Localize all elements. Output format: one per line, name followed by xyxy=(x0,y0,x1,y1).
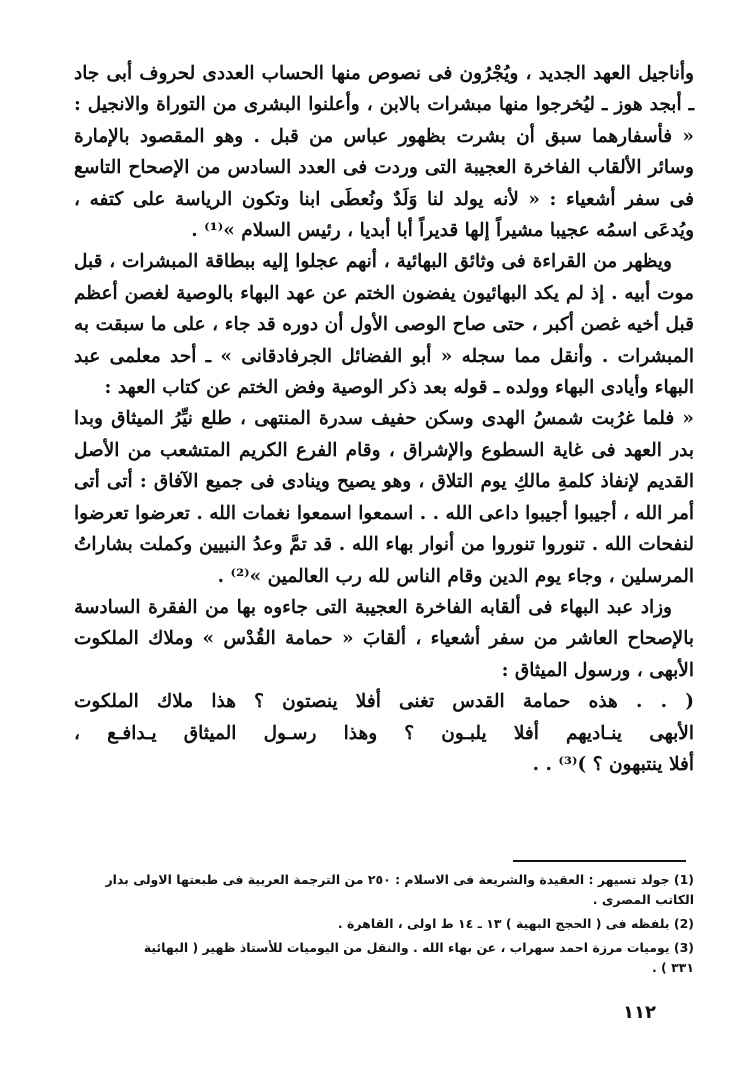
page-body xyxy=(74,58,694,780)
quote-line-2: الأبهى ينـاديهم أفلا يلبـون ؟ وهذا رسـول الميثاق يـدافـع ، xyxy=(74,722,694,744)
footnote-3-line-1: (3) يوميات مرزة احمد سهراب ، عن بهاء الله . والنقل من اليوميات للأستاذ ظهير ( البهائية xyxy=(143,940,694,955)
quote-line-3: أفلا ينتبهون ؟ )⁽³⁾ . . xyxy=(532,753,694,775)
footnote-2: (2) بلفظه فى ( الحجج البهية ) ١٣ ـ ١٤ ط اولى ، القاهرة . xyxy=(337,916,694,931)
paragraph-4: وزاد عبد البهاء فى ألقابه الفاخرة العجيبة التى جاءوه بها من الفقرة السادسة بالإصحاح العاشر من سفر أشعياء ، ألقابَ « حمامة القُدْس » وملاك الملكوت الأبهى ، ورسول الميثاق : xyxy=(74,596,694,681)
page-number: ١١٢ xyxy=(623,1002,656,1023)
footnote-1 xyxy=(74,870,694,910)
footnote-1-line-2: الكاتب المصرى . xyxy=(592,892,694,907)
paragraph-3-quote: « فلما غرُبت شمسُ الهدى وسكن حفيف سدرة المنتهى ، طلع نيِّرُ الميثاق وبدا بدر العهد فى غاية السطوع والإشراق ، وقام الفرع الكريم المتشعب من الأصل القديم لإنفاذ كلمةِ مالكِ يوم التلاق ، وهو يصيح وينادى فى جميع الآفاق : أتى أتى أمر الله ، أجيبوا أجيبوا داعى الله . . اسمعوا اسمعوا نغمات الله . تعرضوا تعرضوا لنفحات الله . تنوروا تنوروا من أنوار بهاء الله . قد تمَّ وعدُ النبيين وكملت بشاراتُ المرسلين ، وجاء يوم الدين وقام الناس لله رب العالمين »⁽²⁾ . xyxy=(74,408,694,587)
footnotes xyxy=(74,870,694,982)
footnote-separator xyxy=(513,860,686,862)
paragraph-1: وأناجيل العهد الجديد ، ويُجْرُون فى نصوص منها الحساب العددى لحروف أبى جاد ـ أبجد هوز ـ ليُخرجوا منها مبشرات بالابن ، وأعلنوا البشرى من التوراة والانجيل : « فأسفارهما سبق أن بشرت بظهور عباس من قبل . وهو المقصود بالإمارة وسائر الألقاب الفاخرة العجيبة التى وردت فى العدد السادس من الإصحاح التاسع فى سفر أشعياء : « لأنه يولد لنا وَلَدٌ ونُعطَى ابنا وتكون الرياسة على كتفه ، ويُدعَى اسمُه عجيبا مشيراً إلها قديراً أبا أبديا ، رئيس السلام »⁽¹⁾ . xyxy=(74,63,694,242)
block-quote xyxy=(74,686,694,780)
footnote-3-line-2: ٣٣١ ) . xyxy=(651,960,694,975)
paragraph-2: ويظهر من القراءة فى وثائق البهائية ، أنهم عجلوا إليه ببطاقة المبشرات ، قبل موت أبيه . إذ لم يكد البهائيون يفضون الختم عن عهد البهاء بالوصية لغصن أعظم قبل أخيه غصن أكبر ، حتى صاح الوصى الأول أن دوره قد جاء ، على ما سبقت به المبشرات . وأنقل مما سجله « أبو الفضائل الجرفادقانى » ـ أحد معلمى عبد البهاء وأيادى البهاء وولده ـ قوله بعد ذكر الوصية وفض الختم عن كتاب العهد : xyxy=(74,251,694,399)
footnote-1-line-1: (1) جولد تسيهر : العقيدة والشريعة فى الاسلام : ٢٥٠ من الترجمة العربية فى طبعتها الاولى بدار xyxy=(105,872,694,887)
quote-line-1: ( . . هذه حمامة القدس تغنى أفلا ينصتون ؟ هذا ملاك الملكوت xyxy=(74,691,694,713)
footnote-3 xyxy=(74,938,694,978)
